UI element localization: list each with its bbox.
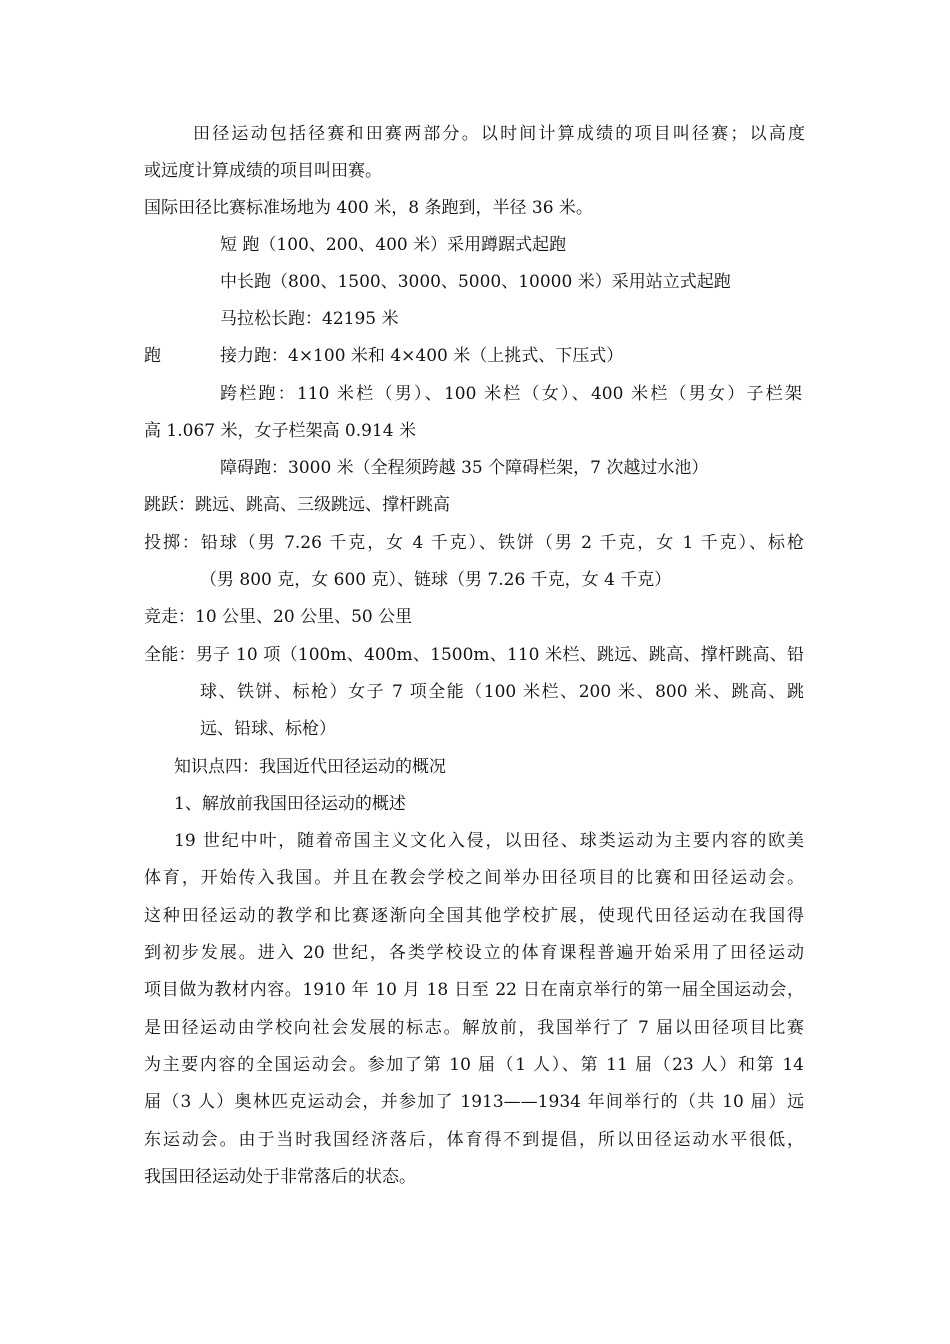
intro-paragraph-line-2: 或远度计算成绩的项目叫田赛。	[144, 161, 382, 181]
history-line-9: 东运动会。由于当时我国经济落后，体育得不到提倡，所以田径运动水平很低，	[144, 1130, 804, 1150]
combined-line-1: 全能：男子 10 项（100m、400m、1500m、110 米栏、跳远、跳高、撑杆跳高、铅	[144, 645, 804, 665]
venue-line: 国际田径比赛标准场地为 400 米，8 条跑到，半径 36 米。	[144, 198, 593, 218]
history-line-5: 项目做为教材内容。1910 年 10 月 18 日至 22 日在南京举行的第一届全国运动会，	[144, 980, 804, 1000]
history-line-3: 这种田径运动的教学和比赛逐渐向全国其他学校扩展，使现代田径运动在我国得	[144, 906, 804, 926]
combined-line-2: 球、铁饼、标枪）女子 7 项全能（100 米栏、200 米、800 米、跳高、跳	[200, 682, 804, 702]
running-label: 跑	[144, 346, 161, 366]
throwing-line-1: 投掷：铅球（男 7.26 千克，女 4 千克）、铁饼（男 2 千克，女 1 千克）、标枪	[144, 533, 804, 553]
relay-line: 接力跑：4×100 米和 4×400 米（上挑式、下压式）	[220, 346, 624, 366]
middle-long-line: 中长跑（800、1500、3000、5000、10000 米）采用站立式起跑	[220, 272, 731, 292]
marathon-line: 马拉松长跑：42195 米	[220, 309, 399, 329]
section-heading: 1、解放前我国田径运动的概述	[174, 794, 406, 814]
combined-line-3: 远、铅球、标枪）	[200, 719, 336, 739]
history-line-8: 届（3 人）奥林匹克运动会，并参加了 1913——1934 年间举行的（共 10 届）远	[144, 1092, 804, 1112]
history-line-10: 我国田径运动处于非常落后的状态。	[144, 1167, 416, 1187]
race-walk-line: 竞走：10 公里、20 公里、50 公里	[144, 607, 413, 627]
throwing-line-2: （男 800 克，女 600 克）、链球（男 7.26 千克，女 4 千克）	[200, 570, 672, 590]
history-line-6: 是田径运动由学校向社会发展的标志。解放前，我国举行了 7 届以田径项目比赛	[144, 1018, 804, 1038]
history-line-1: 19 世纪中叶，随着帝国主义文化入侵，以田径、球类运动为主要内容的欧美	[174, 831, 804, 851]
hurdles-line-2: 高 1.067 米，女子栏架高 0.914 米	[144, 421, 416, 441]
steeplechase-line: 障碍跑：3000 米（全程须跨越 35 个障碍栏架，7 次越过水池）	[220, 458, 709, 478]
knowledge-point-heading: 知识点四：我国近代田径运动的概况	[174, 757, 446, 777]
history-line-4: 到初步发展。进入 20 世纪，各类学校设立的体育课程普遍开始采用了田径运动	[144, 943, 804, 963]
intro-paragraph-line-1: 田径运动包括径赛和田赛两部分。以时间计算成绩的项目叫径赛；以高度	[193, 124, 805, 144]
history-line-7: 为主要内容的全国运动会。参加了第 10 届（1 人）、第 11 届（23 人）和第 14	[144, 1055, 804, 1075]
hurdles-line-1: 跨栏跑：110 米栏（男）、100 米栏（女）、400 米栏（男女）子栏架	[220, 384, 802, 404]
sprint-line: 短 跑（100、200、400 米）采用蹲踞式起跑	[220, 235, 567, 255]
history-line-2: 体育，开始传入我国。并且在教会学校之间举办田径项目的比赛和田径运动会。	[144, 868, 804, 888]
jumping-line: 跳跃：跳远、跳高、三级跳远、撑杆跳高	[144, 495, 450, 515]
